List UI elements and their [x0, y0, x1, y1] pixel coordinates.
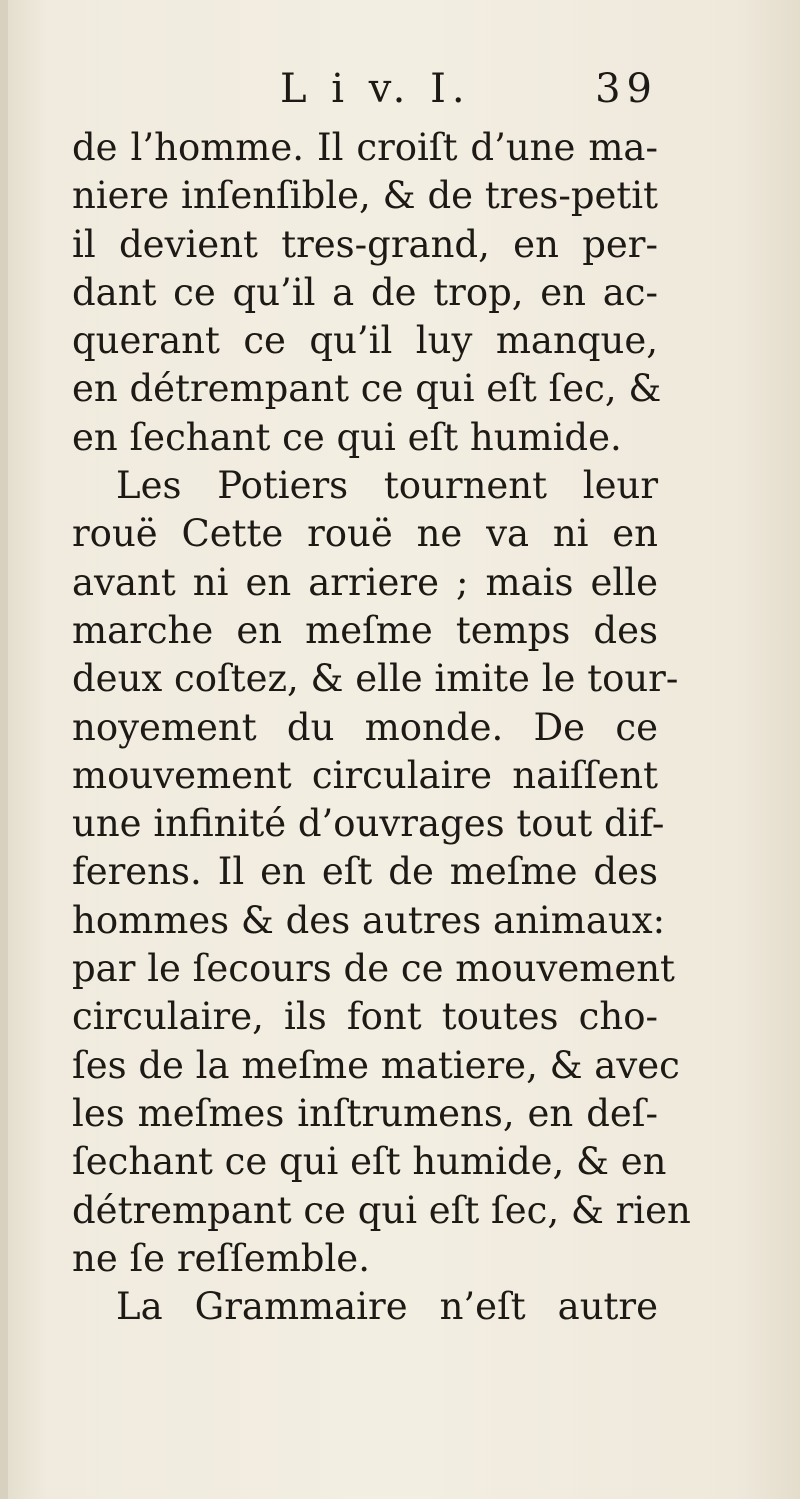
text-line: Les Potiers tournent leur — [116, 464, 658, 508]
text-line: noyement du monde. De ce — [72, 705, 658, 749]
text-line: de l’homme. Il croiſt d’une ma- — [72, 126, 658, 169]
running-head — [72, 66, 658, 126]
text-line: La Grammaire n’eſt autre — [116, 1285, 658, 1329]
text-line: ferens. Il en eſt de meſme des — [72, 850, 658, 894]
body-text — [72, 124, 691, 1331]
text-line: une infinité d’ouvrages tout dif- — [72, 802, 665, 846]
text-line: rouë Cette rouë ne va ni en — [72, 512, 658, 556]
text-line: dant ce qu’il a de trop, en ac- — [72, 270, 658, 314]
text-line: ſes de la meſme matiere, & avec — [72, 1043, 680, 1087]
text-line: ſechant ce qui eſt humide, & en — [72, 1140, 667, 1184]
text-line: hommes & des autres animaux: — [72, 898, 666, 942]
text-line: détrempant ce qui eſt ſec, & rien — [72, 1188, 691, 1232]
page-gutter-edge — [0, 0, 8, 1499]
text-line: les meſmes inſtrumens, en deſ- — [72, 1091, 658, 1135]
text-line: marche en meſme temps des — [72, 608, 658, 652]
running-head-title: L i v. I. — [280, 66, 471, 112]
text-line: avant ni en arriere ; mais elle — [72, 560, 658, 604]
text-line: par le ſecours de ce mouvement — [72, 947, 675, 991]
text-line: ne ſe reſſemble. — [72, 1236, 370, 1280]
page-number: 39 — [595, 66, 658, 112]
text-line: querant ce qu’il luy manque, — [72, 319, 658, 363]
text-line: en ſechant ce qui eſt humide. — [72, 415, 622, 459]
text-line: deux coſtez, & elle imite le tour- — [72, 657, 679, 701]
text-line: circulaire, ils font toutes cho- — [72, 995, 658, 1039]
text-line: il devient tres-grand, en per- — [72, 222, 658, 266]
text-line: niere inſenſible, & de tres-petit — [72, 174, 658, 218]
text-line: en détrempant ce qui eſt ſec, & — [72, 367, 662, 411]
text-line: mouvement circulaire naiſſent — [72, 753, 658, 797]
